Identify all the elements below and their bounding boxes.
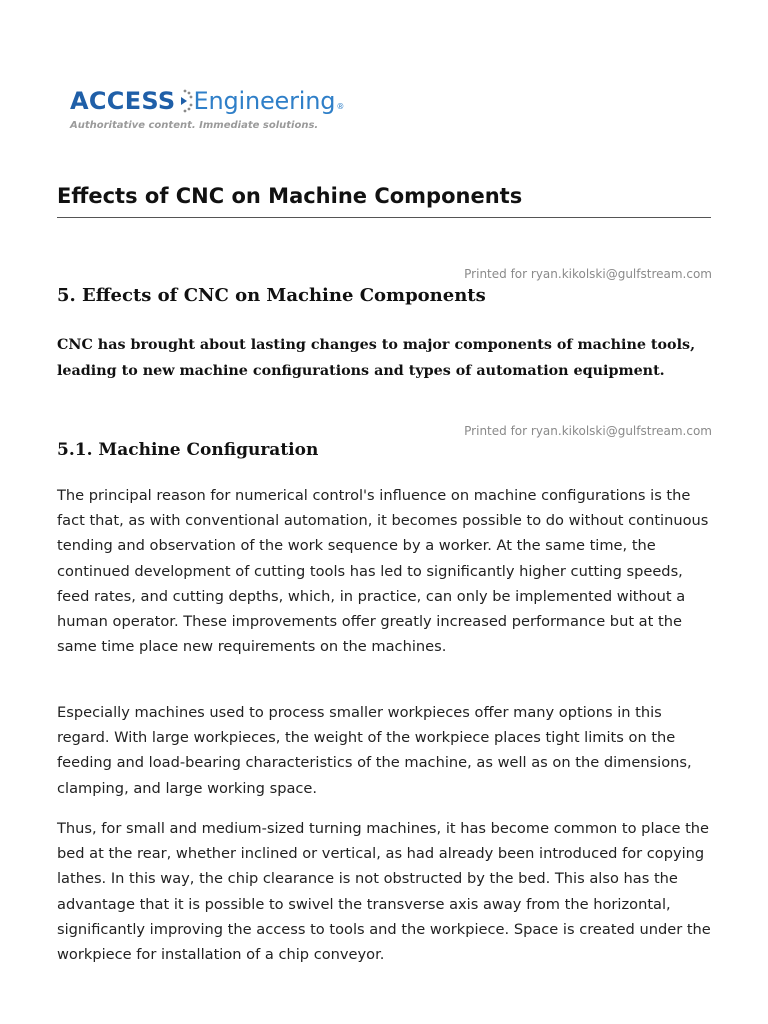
access-engineering-logo [70, 84, 360, 140]
section-heading: 5. Effects of CNC on Machine Components [57, 285, 486, 306]
logo-engineering-text: Engineering [193, 87, 336, 115]
logo-access-text: ACCESS [70, 87, 176, 115]
gear-arrow-icon [177, 87, 193, 115]
body-paragraph: Especially machines used to process smaller workpieces offer many options in this regard. With large workpieces, the weight of the workpiece places tight limits on the feeding and load-bearing characteristics of the machine, as well as on the dimensions, clamping, and large working space. [57, 704, 692, 797]
document-title: Effects of CNC on Machine Components [57, 184, 711, 218]
body-paragraph: The principal reason for numerical control's influence on machine configurations is the fact that, as with conventional automation, it becomes possible to do without continuous tending and observation of the work sequence by a worker. At the same time, the continued development of cutting tools has led to significantly higher cutting speeds, feed rates, and cutting depths, which, in practice, can only be implemented without a human operator. These improvements offer greatly increased performance but at the same time place new requirements on the machines. [57, 487, 709, 656]
logo-tagline: Authoritative content. Immediate solutions. [70, 120, 319, 131]
subsection-heading: 5.1. Machine Configuration [57, 440, 319, 460]
abstract-paragraph: CNC has brought about lasting changes to major components of machine tools, leading to new machine configurations and types of automation equipment. [57, 337, 696, 379]
printed-for-note: Printed for ryan.kikolski@gulfstream.com [464, 424, 712, 438]
printed-for-note: Printed for ryan.kikolski@gulfstream.com [464, 267, 712, 281]
registered-mark: ® [336, 102, 345, 111]
body-paragraph: Thus, for small and medium-sized turning machines, it has become common to place the bed at the rear, whether inclined or vertical, as had already been introduced for copying lathes. In this way, the chip clearance is not obstructed by the bed. This also has the advantage that it is possible to swivel the transverse axis away from the horizontal, significantly improving the access to tools and the workpiece. Space is created under the workpiece for installation of a chip conveyor. [57, 820, 711, 964]
